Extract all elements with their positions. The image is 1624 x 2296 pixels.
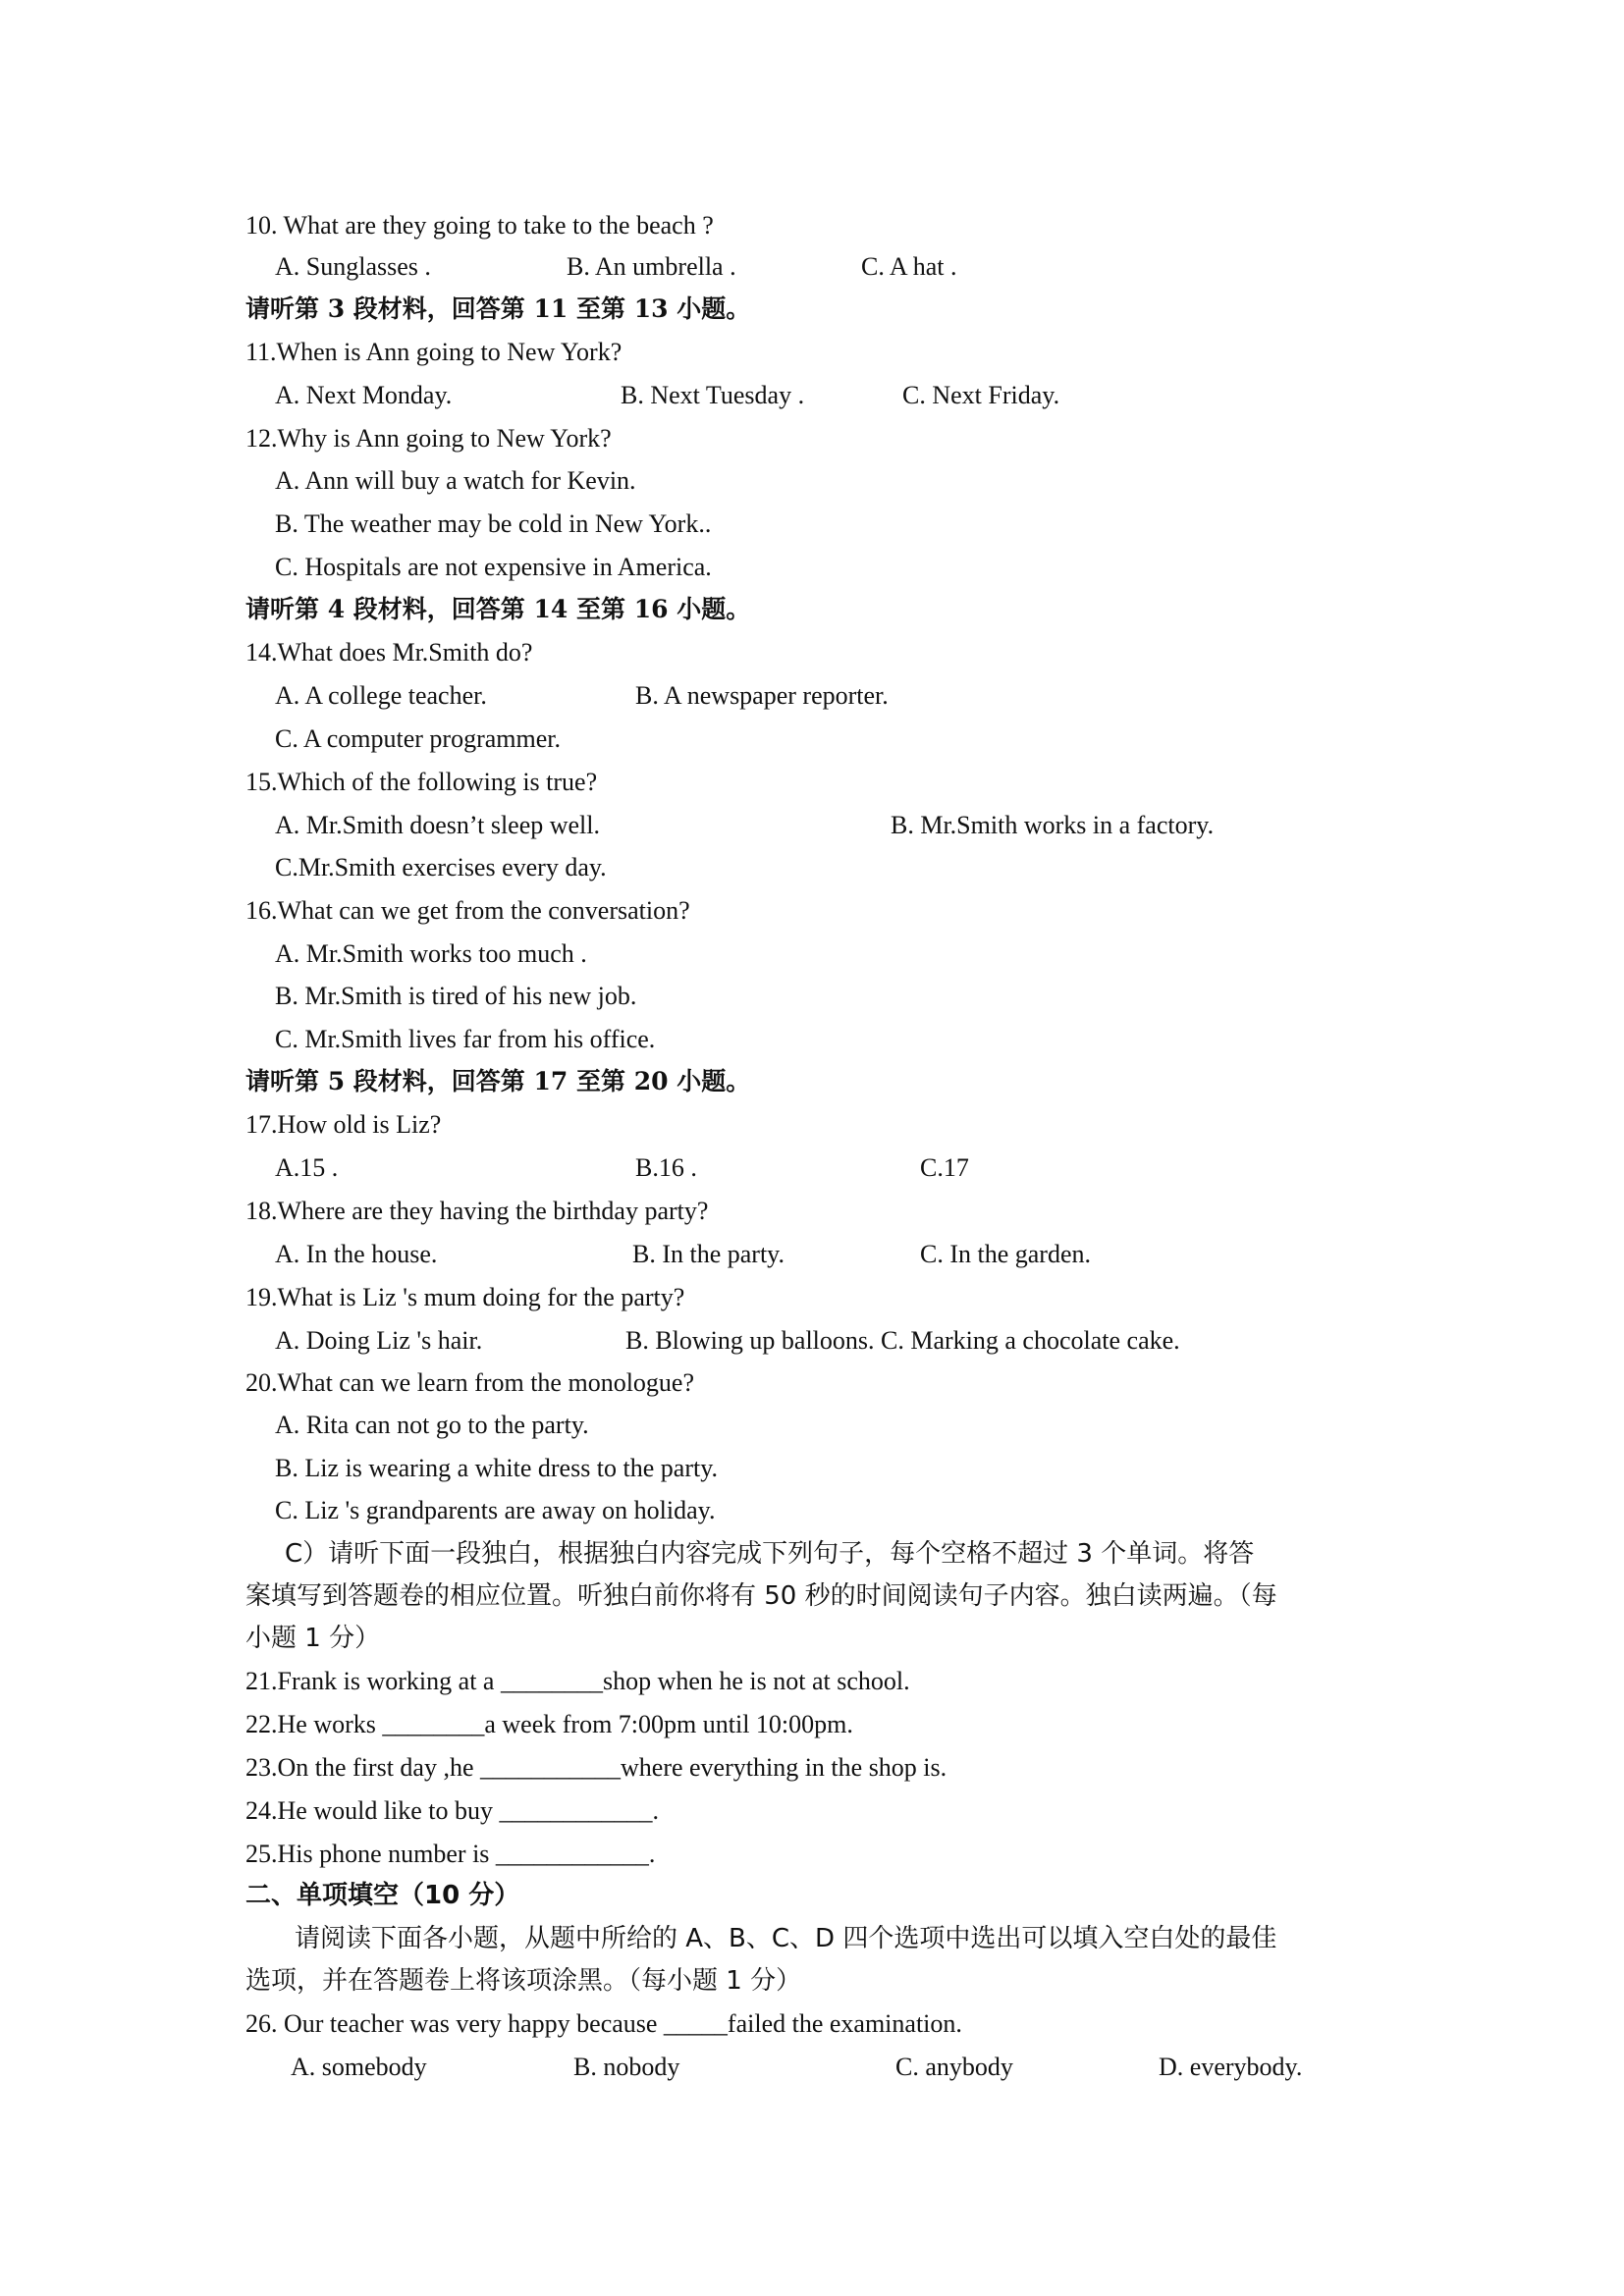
option-b-c: B. Blowing up balloons. C. Marking a chocolate cake. [625, 1326, 1180, 1355]
option-c: C. Mr.Smith lives far from his office. [275, 1025, 656, 1053]
section-heading-3: 请听第 3 段材料，回答第 11 至第 13 小题。 [245, 294, 751, 323]
option-b: B.16 . [635, 1153, 697, 1182]
question-15: 15.Which of the following is true? [245, 768, 598, 796]
question-14: 14.What does Mr.Smith do? [245, 638, 533, 667]
option-a: A. Mr.Smith doesn’t sleep well. [275, 811, 601, 839]
question-24: 24.He would like to buy ____________. [245, 1796, 660, 1825]
option-c: C.17 [920, 1153, 969, 1182]
option-b: B. Mr.Smith works in a factory. [891, 811, 1215, 839]
question-12: 12.Why is Ann going to New York? [245, 424, 612, 453]
section-2-instruction-line-1: 请阅读下面各小题，从题中所给的 A、B、C、D 四个选项中选出可以填入空白处的最佳 [295, 1924, 1277, 1953]
option-a: A. Ann will buy a watch for Kevin. [275, 466, 636, 495]
option-a: A. Mr.Smith works too much . [275, 939, 587, 968]
option-c: C. Liz 's grandparents are away on holiday. [275, 1496, 716, 1524]
option-b: B. In the party. [632, 1240, 785, 1268]
question-17: 17.How old is Liz? [245, 1110, 442, 1139]
option-c: C. A hat . [861, 252, 957, 281]
option-a: A. A college teacher. [275, 681, 487, 710]
option-c: C. In the garden. [920, 1240, 1092, 1268]
option-c: C. Hospitals are not expensive in America. [275, 553, 712, 581]
option-a: A.15 . [275, 1153, 339, 1182]
option-b: B. An umbrella . [567, 252, 736, 281]
option-a: A. Next Monday. [275, 381, 453, 409]
option-c: C.Mr.Smith exercises every day. [275, 853, 607, 881]
question-10: 10. What are they going to take to the beach ? [245, 211, 714, 240]
option-b: B. A newspaper reporter. [635, 681, 889, 710]
question-19: 19.What is Liz 's mum doing for the party? [245, 1283, 685, 1311]
options-14 [275, 676, 1257, 716]
question-11: 11.When is Ann going to New York? [245, 338, 623, 366]
option-c: C. Next Friday. [902, 381, 1060, 409]
options-18 [275, 1235, 1257, 1274]
section-heading-4: 请听第 4 段材料，回答第 14 至第 16 小题。 [245, 595, 751, 623]
question-20: 20.What can we learn from the monologue? [245, 1368, 694, 1397]
part-c-instruction-line-3: 小题 1 分） [245, 1624, 381, 1653]
options-26 [291, 2048, 1331, 2087]
option-c: C. A computer programmer. [275, 724, 562, 753]
option-c: C. anybody [895, 2053, 1013, 2081]
option-b: B. Liz is wearing a white dress to the party. [275, 1454, 719, 1482]
option-b: B. nobody [573, 2053, 680, 2081]
question-25: 25.His phone number is ____________. [245, 1840, 656, 1868]
option-d: D. everybody. [1159, 2053, 1303, 2081]
options-11 [275, 376, 1257, 415]
options-15 [275, 806, 1296, 845]
section-2-heading: 二、单项填空（10 分） [245, 1881, 520, 1910]
options-10 [275, 247, 1257, 287]
part-c-instruction-line-2: 案填写到答题卷的相应位置。听独白前你将有 50 秒的时间阅读句子内容。独白读两遍。（每 [245, 1581, 1277, 1611]
option-a: A. In the house. [275, 1240, 438, 1268]
question-23: 23.On the first day ,he ___________where everything in the shop is. [245, 1753, 947, 1782]
option-b: B. The weather may be cold in New York.. [275, 509, 712, 538]
option-a: A. Doing Liz 's hair. [275, 1326, 483, 1355]
option-a: A. Sunglasses . [275, 252, 431, 281]
part-c-instruction-line-1: C）请听下面一段独白，根据独白内容完成下列句子，每个空格不超过 3 个单词。将答 [285, 1539, 1255, 1569]
option-b: B. Next Tuesday . [621, 381, 805, 409]
question-18: 18.Where are they having the birthday party? [245, 1197, 709, 1225]
option-a: A. Rita can not go to the party. [275, 1411, 589, 1439]
option-a: A. somebody [291, 2053, 427, 2081]
question-16: 16.What can we get from the conversation? [245, 896, 690, 925]
question-21: 21.Frank is working at a ________shop when he is not at school. [245, 1667, 910, 1695]
question-26: 26. Our teacher was very happy because _____failed the examination. [245, 2009, 962, 2038]
section-heading-5: 请听第 5 段材料，回答第 17 至第 20 小题。 [245, 1067, 751, 1095]
section-2-instruction-line-2: 选项，并在答题卷上将该项涂黑。（每小题 1 分） [245, 1966, 802, 1996]
option-b: B. Mr.Smith is tired of his new job. [275, 982, 637, 1010]
options-19 [275, 1321, 1276, 1361]
options-17 [275, 1148, 1257, 1188]
question-22: 22.He works ________a week from 7:00pm until 10:00pm. [245, 1710, 853, 1738]
